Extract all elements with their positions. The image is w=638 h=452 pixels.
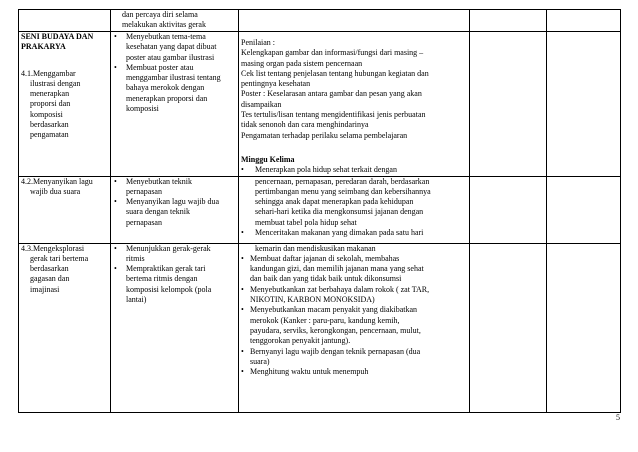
cell-empty: [547, 176, 621, 243]
bullet-icon: •: [114, 176, 117, 186]
list-item: • Menerapkan pola hidup sehat terkait dengan: [241, 165, 397, 175]
table-row: [19, 243, 621, 412]
list-item: • Menceritakan makanan yang dimakan pada satu hari: [241, 228, 424, 238]
bullet-icon: •: [241, 367, 244, 377]
text-line: imajinasi: [30, 284, 60, 294]
lesson-plan-table: [18, 9, 621, 413]
text-line: berdasarkan: [30, 264, 69, 274]
text-line: ilustrasi dengan: [30, 78, 81, 88]
bullet-icon: •: [241, 284, 244, 294]
subject-heading: SENI BUDAYA DAN: [21, 32, 94, 41]
bullet-icon: •: [114, 264, 117, 274]
competency-title: 4.3.Mengeksplorasi: [21, 243, 85, 253]
text-line: tidak senonoh dan cara menghindarinya: [241, 120, 369, 130]
list-item: • Menghitung waktu untuk menempuh: [241, 367, 369, 377]
text-line: Poster : Keselarasan antara gambar dan pesan yang akan: [241, 89, 422, 99]
page-number: 5: [616, 413, 620, 422]
competency-title: 4.1.Menggambar: [21, 68, 76, 78]
table-row: [19, 176, 621, 243]
text-line: gagasan dan: [30, 274, 70, 284]
text-line: Tes tertulis/lisan tentang mengidentifikasi jenis perbuatan: [241, 110, 426, 120]
cell-empty: [547, 32, 621, 177]
cell-empty: [547, 10, 621, 32]
bullet-icon: •: [114, 32, 117, 41]
list-item: • Menunjukkan gerak-gerak ritmis: [114, 243, 211, 263]
indicator-list: [113, 244, 236, 306]
cell-empty: [470, 243, 547, 412]
cell-indicators: [111, 176, 239, 243]
list-item: • Membuat daftar jajanan di sekolah, membahas kandungan gizi, dan memilih jajanan mana yang sehat dan baik dan yang tidak baik untuk dikonsumsi: [241, 253, 424, 284]
cell-subject: [19, 243, 111, 412]
text-line: wajib dua suara: [30, 186, 81, 196]
cell-indicators: [111, 10, 239, 32]
text-line: kemarin dan mendiskusikan makanan: [255, 243, 376, 253]
text-line: Kelengkapan gambar dan informasi/fungsi dari masing –: [241, 48, 424, 58]
cell-subject: [19, 10, 111, 32]
text-line: Pengamatan terhadap perilaku selama pembelajaran: [241, 130, 408, 140]
text-line: proporsi dan: [30, 99, 71, 109]
week-heading: Minggu Kelima: [241, 154, 295, 164]
text-line: Cek list tentang penjelasan tentang hubungan kegiatan dan: [241, 68, 429, 78]
text-line: masing organ pada sistem pencernaan: [241, 58, 363, 68]
text-line: membuat tabel pola hidup sehat: [255, 217, 357, 227]
list-item: • Mempraktikan gerak tari bertema ritmis dengan komposisi kelompok (pola lantai): [114, 264, 212, 305]
text-line: pengamatan: [30, 130, 69, 140]
cell-activities: [239, 32, 470, 177]
subject-heading: PRAKARYA: [21, 42, 66, 52]
bullet-icon: •: [114, 62, 117, 72]
bullet-icon: •: [114, 243, 117, 253]
assessment-heading: Penilaian :: [241, 38, 275, 47]
list-item: • Menyanyikan lagu wajib dua suara dengan teknik pernapasan: [114, 197, 220, 227]
table-row: [19, 10, 621, 32]
cell-activities: [239, 176, 470, 243]
bullet-icon: •: [241, 228, 244, 238]
text-line: pertimbangan menu yang seimbang dan kebersihannya: [255, 186, 431, 196]
cell-activities: [239, 10, 470, 32]
text-line: berdasarkan: [30, 120, 69, 130]
table-row: [19, 32, 621, 177]
bullet-icon: •: [241, 253, 244, 263]
cell-subject: [19, 176, 111, 243]
cell-indicators: [111, 243, 239, 412]
text-line: menerapkan: [30, 89, 70, 99]
cell-empty: [470, 32, 547, 177]
text-line: pencernaan, pernapasan, peredaran darah, berdasarkan: [255, 176, 430, 186]
text-line: komposisi: [30, 109, 63, 119]
text-line: melakukan aktivitas gerak: [122, 20, 206, 30]
bullet-icon: •: [241, 305, 244, 315]
cell-indicators: [111, 32, 239, 177]
list-item: • Menyebutkankan zat berbahaya dalam rokok ( zat TAR, NIKOTIN, KARBON MONOKSIDA): [241, 284, 430, 305]
list-item: • Membuat poster atau menggambar ilustrasi tentang bahaya merokok dengan menerapkan proporsi dan komposisi: [114, 62, 221, 114]
cell-empty: [547, 243, 621, 412]
competency-title: 4.2.Menyanyikan lagu: [21, 176, 93, 186]
cell-empty: [470, 10, 547, 32]
text-line: sehingga anak dapat menerapkan pada kehidupan: [255, 197, 414, 207]
indicator-list: [113, 32, 236, 114]
list-item: • Bernyanyi lagu wajib dengan teknik pernapasan (dua suara): [241, 346, 421, 366]
bullet-icon: •: [241, 165, 244, 175]
cell-empty: [470, 176, 547, 243]
indicator-list: [113, 177, 236, 228]
cell-subject: [19, 32, 111, 177]
text-line: pentingnya kesehatan: [241, 79, 311, 89]
text-line: disampaikan: [241, 99, 282, 109]
bullet-icon: •: [241, 346, 244, 356]
text-line: dan percaya diri selama: [122, 10, 198, 19]
cell-activities: [239, 243, 470, 412]
bullet-icon: •: [114, 197, 117, 207]
list-item: • Menyebutkankan macam penyakit yang diakibatkan merokok (Kanker : paru-paru, kandung kemih, payudara, serviks, kerongkongan, pencernaan, mulut, tenggorokan penyakit jantung).: [241, 305, 421, 346]
list-item: • Menyebutkan teknik pernapasan: [114, 176, 192, 196]
text-line: sehari-hari ketika dia mengkonsumsi jajanan dengan: [255, 207, 424, 217]
list-item: • Menyebutkan tema-tema kesehatan yang dapat dibuat poster atau gambar ilustrasi: [114, 32, 217, 62]
text-line: gerak tari bertema: [30, 253, 89, 263]
